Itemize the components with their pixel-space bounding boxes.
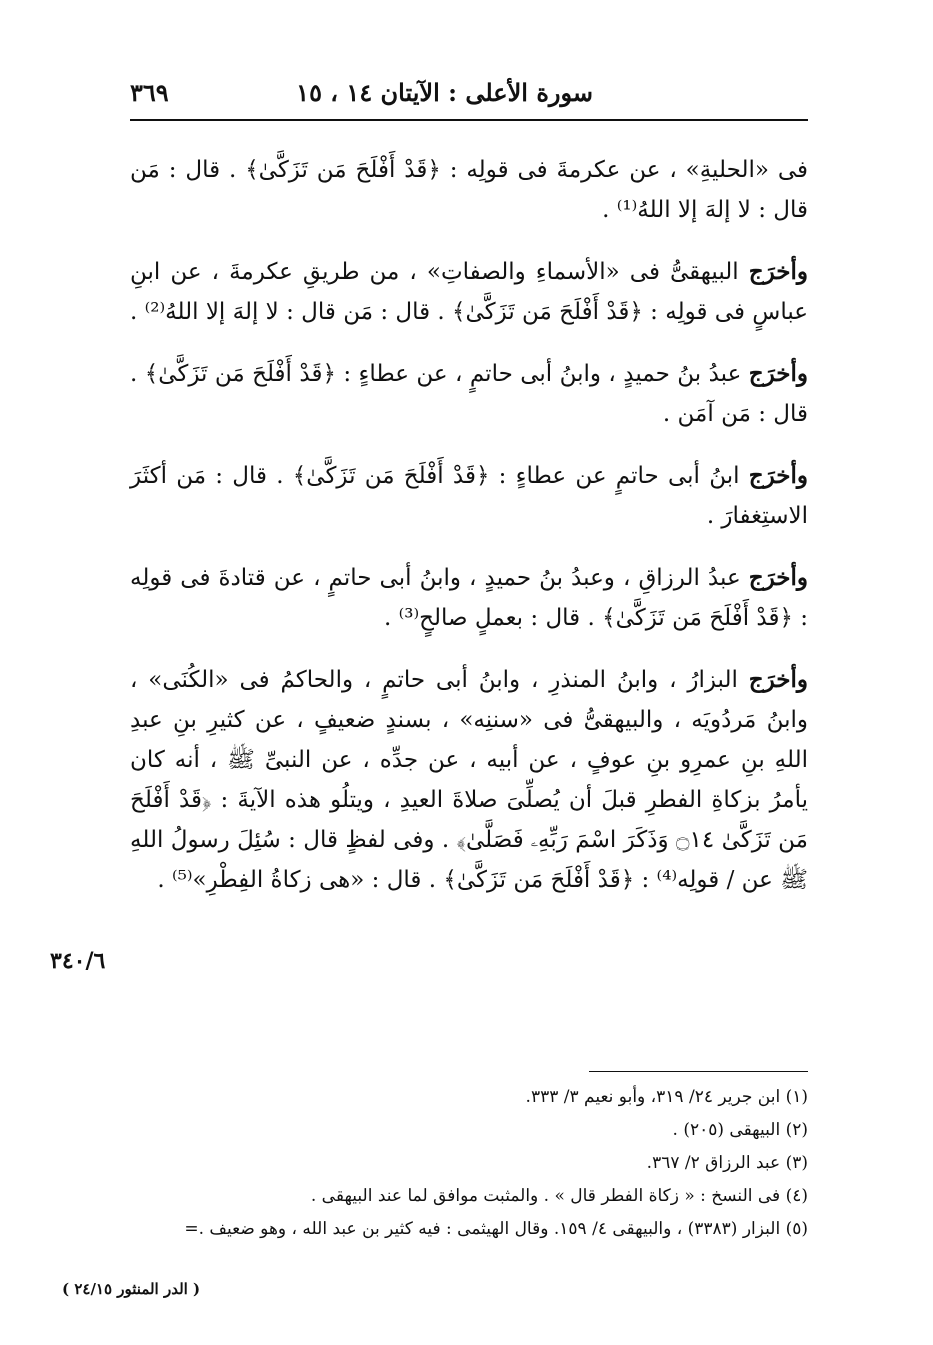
- paragraph: [130, 354, 808, 434]
- paragraph-text: البزارُ ، وابنُ المنذرِ ، وابنُ أبى حاتمٍ ، والحاكمُ فى «الكُنَى» ، وابنُ مَردُويَه ، والبيهقىُّ فى «سننِه» ، بسندٍ ضعيفٍ ، عن كثيرِ بنِ عبدِ اللهِ بنِ عمرِو بنِ عوفٍ ، عن أبيه ، عن جدِّه ، عن النبىِّ ﷺ ، أنه كان يأمرُ بزكاةِ الفطرِ قبلَ أن يُصلِّىَ صلاةَ العيدِ ، ويتلُو هذه الآيةَ : ﴿قَدْ أَفْلَحَ مَن تَزَكَّىٰ ۝١٤ وَذَكَرَ اسْمَ رَبِّهِۦ فَصَلَّىٰ﴾ . وفى لفظٍ قال : سُئِلَ رسولُ اللهِ ﷺ عن / قولِه⁽⁴⁾ : ﴿قَدْ أَفْلَحَ مَن تَزَكَّىٰ﴾ . قال : «هى زكاةُ الفِطْرِ»⁽⁵⁾ .: [130, 667, 808, 893]
- running-header: [130, 66, 808, 114]
- footnote: (٢) البيهقى (٢٠٥) .: [672, 1120, 808, 1140]
- paragraph-text: عبدُ الرزاقِ ، وعبدُ بنُ حميدٍ ، وابنُ أبى حاتمٍ ، عن قتادةَ فى قولِه : ﴿قَدْ أَفْلَحَ مَن تَزَكَّىٰ﴾ . قال : بعملٍ صالحٍ⁽³⁾ .: [130, 565, 808, 631]
- paragraph-text: ابنُ أبى حاتمٍ عن عطاءٍ : ﴿قَدْ أَفْلَحَ مَن تَزَكَّىٰ﴾ . قال : مَن أكثَرَ الاستِغفارَ .: [130, 463, 808, 529]
- page-signature: ( الدر المنثور ٢٤/١٥ ): [62, 1280, 201, 1298]
- footnote: (١) ابن جرير ٢٤/ ٣١٩، وأبو نعيم ٣/ ٣٣٣.: [525, 1087, 808, 1107]
- paragraph-lead: وأخرَج: [748, 564, 808, 591]
- page-number: ٣٦٩: [130, 78, 169, 107]
- footnote-rule: [589, 1071, 808, 1072]
- paragraph-text: البيهقىُّ فى «الأسماءِ والصفاتِ» ، من طريقِ عكرمةَ ، عن ابنِ عباسٍ فى قولِه : ﴿قَدْ أَفْلَحَ مَن تَزَكَّىٰ﴾ . قال : مَن قال : لا إلهَ إلا اللهُ⁽²⁾ .: [130, 259, 808, 325]
- paragraph: [130, 558, 808, 638]
- paragraph-lead: وأخرَج: [748, 462, 809, 489]
- paragraph-lead: وأخرَج: [748, 666, 808, 693]
- footnote: (٣) عبد الرزاق ٢/ ٣٦٧.: [646, 1153, 808, 1173]
- footnote: (٥) البزار (٣٣٨٣) ، والبيهقى ٤/ ١٥٩. وقال الهيثمى : فيه كثير بن عبد الله ، وهو ضعيف .=: [184, 1219, 808, 1239]
- paragraph: [130, 150, 808, 230]
- footnotes: [130, 1081, 808, 1246]
- footnote: (٤) فى النسخ : « زكاة الفطر قال » . والمثبت موافق لما عند البيهقى .: [310, 1186, 808, 1206]
- running-title: سورة الأعلى : الآيتان ١٤ ، ١٥: [296, 78, 593, 107]
- paragraph: [130, 660, 808, 900]
- paragraph: [130, 456, 808, 536]
- paragraph: [130, 252, 808, 332]
- header-rule: [130, 119, 808, 121]
- paragraph-text: عبدُ بنُ حميدٍ ، وابنُ أبى حاتمٍ ، عن عطاءٍ : ﴿قَدْ أَفْلَحَ مَن تَزَكَّىٰ﴾ . قال : مَن آمَن .: [130, 361, 808, 427]
- margin-reference: ٣٤٠/٦: [50, 948, 106, 974]
- paragraph-lead: وأخرَج: [748, 258, 808, 285]
- paragraph-lead: وأخرَج: [748, 360, 808, 387]
- paragraph-text: فى «الحليةِ» ، عن عكرمةَ فى قولِه : ﴿قَدْ أَفْلَحَ مَن تَزَكَّىٰ﴾ . قال : مَن قال : لا إلهَ إلا اللهُ⁽¹⁾ .: [130, 157, 808, 223]
- main-text: [130, 150, 808, 910]
